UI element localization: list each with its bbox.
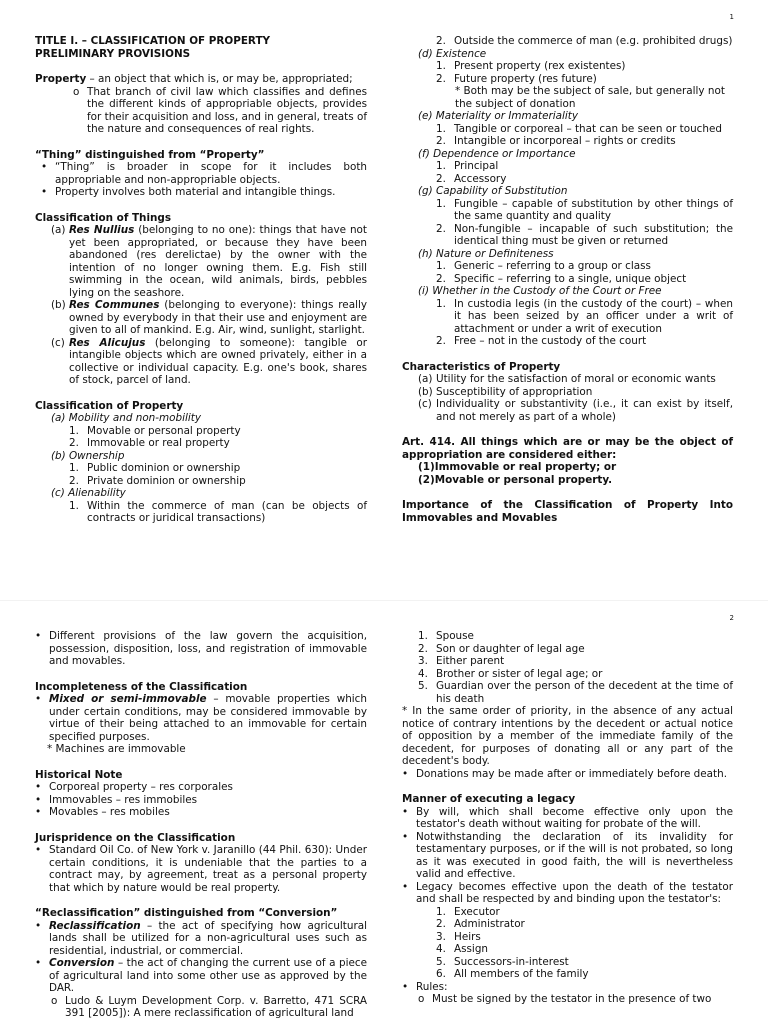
list-marker: 1. <box>69 424 79 437</box>
list-item <box>35 299 367 337</box>
list-item-text <box>436 386 733 399</box>
list-item-text <box>49 630 367 668</box>
subheading: (d) Existence <box>418 47 487 60</box>
list-item <box>402 335 733 348</box>
list-marker: 6. <box>436 968 446 980</box>
list-item-text <box>454 198 733 223</box>
list-item-text <box>436 398 733 423</box>
item-text: Guardian over the person of the decedent at the time of his death <box>436 680 733 705</box>
item-text: (belonging to someone): tangible or intangible objects which are owned privately, either in a collective or individual capacity. E.g. one's book, shares of stock, parcel of land. <box>69 336 367 386</box>
item-text: Non-fungible – incapable of such substitution; the identical thing must be given or returned <box>454 222 733 247</box>
list-item-text <box>454 335 733 348</box>
list-marker: • <box>402 830 409 843</box>
item-text: Susceptibility of appropriation <box>436 385 593 398</box>
list-marker: • <box>402 767 409 780</box>
list-item <box>402 298 733 336</box>
list-item <box>402 981 733 994</box>
list-marker: 2. <box>436 222 446 235</box>
list-item-text <box>436 630 733 643</box>
list-item-text <box>55 186 367 199</box>
heading: Manner of executing a legacy <box>402 793 576 805</box>
item-text: (belonging to no one): things that have not yet been appropriated, or because they have been abandoned (res derelictae) by the owner with the intention of no longer owning them. E.g. Fish still swimming in the ocean, wild animals, birds, pebbles lying on the seashore. <box>69 224 367 299</box>
item-text: Must be signed by the testator in the presence of two <box>432 993 712 1005</box>
list-item-text <box>454 956 733 969</box>
paragraph: * In the same order of priority, in the absence of any actual notice of contrary intentions by the decedent or actual notice of opposition by a member of the immediate family of the decedent, for purposes of donating all or any part of the decedent's body. <box>402 705 733 767</box>
list-item <box>35 337 367 387</box>
list-item-text <box>454 60 733 73</box>
heading: Art. 414. All things which are or may be the object of appropriation are considered either: <box>402 436 733 461</box>
heading: Classification of Things <box>35 211 172 224</box>
list-item <box>35 86 367 136</box>
item-text: Movables – res mobiles <box>49 806 170 818</box>
item-text: Property involves both material and intangible things. <box>55 186 336 198</box>
list-item <box>402 906 733 919</box>
item-text: Individuality or substantivity (i.e., it can exist by itself, and not merely as part of a whole) <box>436 398 733 423</box>
list-marker: 1. <box>436 60 446 72</box>
list-item-text <box>454 160 733 173</box>
right-column <box>402 35 733 524</box>
list-item-text <box>454 35 733 48</box>
item-text: Rules: <box>416 980 448 993</box>
heading: Jurispridence on the Classification <box>35 831 236 844</box>
list-item <box>402 806 733 831</box>
item-text: Free – not in the custody of the court <box>454 335 647 347</box>
note: * Machines are immovable <box>47 743 186 755</box>
list-item <box>402 160 733 173</box>
list-item <box>402 73 733 86</box>
list-item <box>402 655 733 668</box>
item-text: Generic – referring to a group or class <box>454 260 651 272</box>
item-text: In custodia legis (in the custody of the court) – when it has been seized by an officer under a writ of attachment or under a writ of execution <box>454 297 733 335</box>
list-marker: 1. <box>436 122 446 135</box>
subheading: (h) Nature or Definiteness <box>418 247 554 260</box>
list-item <box>35 475 367 488</box>
heading: PRELIMINARY PROVISIONS <box>35 47 191 60</box>
list-item <box>402 643 733 656</box>
list-item <box>402 198 733 223</box>
list-item <box>35 781 367 794</box>
heading: Historical Note <box>35 768 123 781</box>
list-item-text <box>454 968 733 981</box>
item-text: Executor <box>454 905 500 918</box>
list-item <box>35 844 367 894</box>
item-text: Notwithstanding the declaration of its invalidity for testamentary purposes, or if the will is not probated, so long as it was executed in good faith, the will is nevertheless valid and effective. <box>416 830 733 880</box>
list-item-text <box>436 643 733 656</box>
list-item-text <box>416 806 733 831</box>
list-marker: • <box>35 793 42 806</box>
term: Conversion <box>49 957 115 969</box>
list-item <box>402 931 733 944</box>
list-item-text <box>87 437 367 450</box>
list-item <box>402 943 733 956</box>
list-marker: 5. <box>436 955 446 968</box>
list-item <box>402 968 733 981</box>
list-marker: o <box>418 993 425 1005</box>
list-item <box>35 186 367 199</box>
list-item <box>402 680 733 705</box>
list-item <box>35 693 367 743</box>
item-text: Private dominion or ownership <box>87 474 246 487</box>
list-marker: • <box>35 781 42 793</box>
page-2 <box>0 600 768 1025</box>
item-text: Heirs <box>454 930 481 943</box>
list-marker: 2. <box>436 172 446 185</box>
item-text: Son or daughter of legal age <box>436 642 585 655</box>
subheading: (c) Alienability <box>51 487 126 499</box>
item-text: All members of the family <box>454 968 589 980</box>
item-text: Specific – referring to a single, unique object <box>454 272 687 285</box>
list-marker: • <box>41 186 48 198</box>
list-item <box>402 956 733 969</box>
item-text: Immovable or real property <box>87 437 230 449</box>
list-marker: 2. <box>436 918 446 930</box>
list-item-text <box>49 781 367 794</box>
page-number: 1 <box>729 13 734 21</box>
list-item <box>35 920 367 958</box>
list-item <box>35 794 367 807</box>
list-marker: (a) <box>418 373 433 385</box>
item-text: Immovables – res immobiles <box>49 793 198 806</box>
item-text: By will, which shall become effective only upon the testator's death without waiting for probate of the will. <box>416 805 733 830</box>
list-item-text <box>454 173 733 186</box>
list-marker: 1. <box>418 630 428 642</box>
list-marker: 2. <box>436 35 446 47</box>
item-text: Outside the commerce of man (e.g. prohibited drugs) <box>454 35 733 47</box>
heading: (2)Movable or personal property. <box>418 473 613 486</box>
list-item <box>402 123 733 136</box>
list-marker: 2. <box>69 474 79 487</box>
list-item-text <box>436 680 733 705</box>
list-marker: 1. <box>436 297 446 310</box>
left-column <box>35 35 367 525</box>
list-item-text <box>436 668 733 681</box>
term: Res Alicujus <box>69 336 146 349</box>
list-marker: 1. <box>69 499 79 512</box>
item-text: Donations may be made after or immediately before death. <box>416 767 727 780</box>
heading: Incompleteness of the Classification <box>35 680 248 693</box>
list-item-text <box>454 931 733 944</box>
list-item <box>402 35 733 48</box>
list-item-text <box>55 161 367 186</box>
definition-text: – an object that which is, or may be, appropriated; <box>86 73 353 85</box>
list-item <box>35 462 367 475</box>
list-marker: • <box>402 980 409 993</box>
list-marker: (c) <box>51 336 65 349</box>
list-item <box>402 398 733 423</box>
list-item-text <box>87 425 367 438</box>
list-item-text <box>454 298 733 336</box>
list-item-text <box>416 768 733 781</box>
subheading: (e) Materiality or Immateriality <box>418 110 579 122</box>
list-marker: 2. <box>436 335 446 347</box>
item-text: Accessory <box>454 172 507 185</box>
list-item-text <box>49 693 367 743</box>
list-item-text <box>416 831 733 881</box>
list-item <box>402 993 733 1006</box>
item-text: Either parent <box>436 655 505 667</box>
note: * Both may be the subject of sale, but generally not the subject of donation <box>455 85 725 110</box>
list-item <box>35 161 367 186</box>
left-column <box>35 630 367 1020</box>
list-item <box>402 173 733 186</box>
item-text: Spouse <box>436 630 474 642</box>
list-marker: (a) <box>51 224 66 236</box>
list-item <box>402 831 733 881</box>
list-item-text <box>49 844 367 894</box>
list-marker: 1. <box>436 197 446 210</box>
list-marker: 5. <box>418 680 428 692</box>
list-marker: 2. <box>436 135 446 147</box>
list-item-text <box>416 881 733 906</box>
list-item-text <box>69 337 367 387</box>
list-item <box>35 957 367 995</box>
list-item-text <box>454 135 733 148</box>
list-item <box>402 881 733 906</box>
item-text: Utility for the satisfaction of moral or economic wants <box>436 373 716 385</box>
list-item-text <box>454 943 733 956</box>
definition <box>35 73 367 86</box>
list-item-text <box>65 995 367 1020</box>
list-item-text <box>454 223 733 248</box>
list-item <box>402 373 733 386</box>
right-column <box>402 630 733 1006</box>
list-item <box>402 273 733 286</box>
list-marker: (b) <box>418 385 433 398</box>
list-item-text <box>436 373 733 386</box>
list-item-text <box>454 73 733 86</box>
list-item-text <box>454 123 733 136</box>
term: Reclassification <box>49 919 141 932</box>
list-marker: (c) <box>418 398 432 410</box>
item-text: Standard Oil Co. of New York v. Jaranillo (44 Phil. 630): Under certain conditions, it is undeniable that the parties to a contract may, by agreement, treat as a personal property that which by nature would be real property. <box>49 844 367 894</box>
list-marker: o <box>51 994 58 1007</box>
list-marker: o <box>73 85 80 98</box>
list-item <box>35 224 367 299</box>
list-marker: 4. <box>436 943 446 955</box>
list-item <box>402 918 733 931</box>
list-item <box>35 437 367 450</box>
list-item <box>35 995 367 1020</box>
list-item <box>402 386 733 399</box>
item-text: Administrator <box>454 918 525 930</box>
page-number: 2 <box>729 614 734 622</box>
item-text: Fungible – capable of substitution by other things of the same quantity and quality <box>454 197 733 222</box>
term: Res Communes <box>69 299 160 311</box>
list-item <box>35 806 367 819</box>
list-marker: • <box>41 161 48 173</box>
list-marker: 1. <box>69 462 79 474</box>
list-item-text <box>49 920 367 958</box>
list-item-text <box>87 475 367 488</box>
list-marker: (b) <box>51 299 66 311</box>
item-text: Successors-in-interest <box>454 955 569 968</box>
list-item <box>35 500 367 525</box>
list-item-text <box>49 794 367 807</box>
list-item-text <box>87 86 367 136</box>
subheading: (b) Ownership <box>51 449 125 462</box>
heading: TITLE I. – CLASSIFICATION OF PROPERTY <box>35 35 271 47</box>
list-marker: • <box>402 805 409 818</box>
list-marker: • <box>35 806 42 818</box>
list-item-text <box>69 224 367 299</box>
list-marker: 1. <box>436 260 446 272</box>
item-text: Public dominion or ownership <box>87 462 241 474</box>
list-marker: • <box>35 630 42 642</box>
list-item-text <box>432 993 733 1006</box>
list-item-text <box>454 918 733 931</box>
list-marker: • <box>35 844 42 856</box>
term: Res Nullius <box>69 224 135 236</box>
heading: “Thing” distinguished from “Property” <box>35 148 265 161</box>
list-marker: 2. <box>69 437 79 449</box>
list-marker: • <box>402 880 409 893</box>
list-item-text <box>454 260 733 273</box>
item-text: Different provisions of the law govern the acquisition, possession, disposition, loss, and registration of immovable and movables. <box>49 630 367 667</box>
list-item-text <box>454 273 733 286</box>
list-item-text <box>87 462 367 475</box>
list-item <box>402 630 733 643</box>
list-marker: 2. <box>436 272 446 285</box>
list-item-text <box>49 957 367 995</box>
list-item <box>402 260 733 273</box>
item-text: Corporeal property – res corporales <box>49 781 233 793</box>
item-text: Ludo & Luym Development Corp. v. Barretto, 471 SCRA 391 [2005]): A mere reclassification of agricultural land <box>65 994 367 1019</box>
list-item-text <box>69 299 367 337</box>
item-text: Intangible or incorporeal – rights or credits <box>454 135 676 147</box>
list-marker: 1. <box>436 905 446 918</box>
list-item-text <box>49 806 367 819</box>
list-marker: 4. <box>418 667 428 680</box>
heading: Classification of Property <box>35 399 184 412</box>
item-text: Principal <box>454 160 499 172</box>
list-item <box>402 223 733 248</box>
list-item <box>402 768 733 781</box>
list-item <box>402 668 733 681</box>
list-marker: 3. <box>436 930 446 943</box>
list-item <box>402 60 733 73</box>
list-marker: • <box>35 693 42 705</box>
item-text: (belonging to everyone): things really owned by everybody in that their use and enjoyment are given to all of mankind. E.g. Air, wind, sunlight, starlight. <box>69 299 367 336</box>
item-text: Tangible or corporeal – that can be seen or touched <box>454 122 722 135</box>
subheading: (a) Mobility and non-mobility <box>51 412 201 424</box>
item-text: – the act of specifying how agricultural lands shall be utilized for a non-agricultural uses such as residential, industrial, or commercial. <box>49 919 367 957</box>
item-text: That branch of civil law which classifies and defines the different kinds of appropriable objects, provides for their acquisition and loss, and in general, treats of the nature and consequences of real rights. <box>87 85 367 135</box>
item-text: Movable or personal property <box>87 424 241 437</box>
item-text: Within the commerce of man (can be objects of contracts or juridical transactions) <box>87 499 367 524</box>
item-text: Future property (res future) <box>454 72 597 85</box>
list-marker: 1. <box>436 160 446 172</box>
list-marker: 2. <box>436 72 446 85</box>
heading: (1)Immovable or real property; or <box>418 461 617 473</box>
term: Property <box>35 73 87 85</box>
item-text: Brother or sister of legal age; or <box>436 667 603 680</box>
item-text: – movable properties which under certain conditions, may be considered immovable by virtue of their being attached to an immovable for certain specified purposes. <box>49 693 367 743</box>
list-marker: • <box>35 919 42 932</box>
item-text: Assign <box>454 943 489 955</box>
subheading: (f) Dependence or Importance <box>418 147 576 160</box>
list-item-text <box>436 655 733 668</box>
subheading: (i) Whether in the Custody of the Court or Free <box>418 285 662 297</box>
list-marker: • <box>35 957 42 969</box>
heading: “Reclassification” distinguished from “Conversion” <box>35 907 338 919</box>
item-text: – the act of changing the current use of a piece of agricultural land into some other use as approved by the DAR. <box>49 957 367 994</box>
list-item-text <box>416 981 733 994</box>
list-marker: 3. <box>418 655 428 667</box>
list-marker: 2. <box>418 642 428 655</box>
item-text: Present property (rex existentes) <box>454 60 626 72</box>
item-text: “Thing” is broader in scope for it includes both appropriable and non-appropriable objects. <box>55 161 367 186</box>
list-item <box>35 630 367 668</box>
list-item <box>35 425 367 438</box>
term: Mixed or semi-immovable <box>49 693 207 705</box>
list-item-text <box>454 906 733 919</box>
list-item <box>402 135 733 148</box>
item-text: Legacy becomes effective upon the death of the testator and shall be respected by and binding upon the testator's: <box>416 880 733 905</box>
subheading: (g) Capability of Substitution <box>418 185 568 197</box>
heading: Characteristics of Property <box>402 360 561 373</box>
list-item-text <box>87 500 367 525</box>
heading: Importance of the Classification of Property Into Immovables and Movables <box>402 499 733 524</box>
